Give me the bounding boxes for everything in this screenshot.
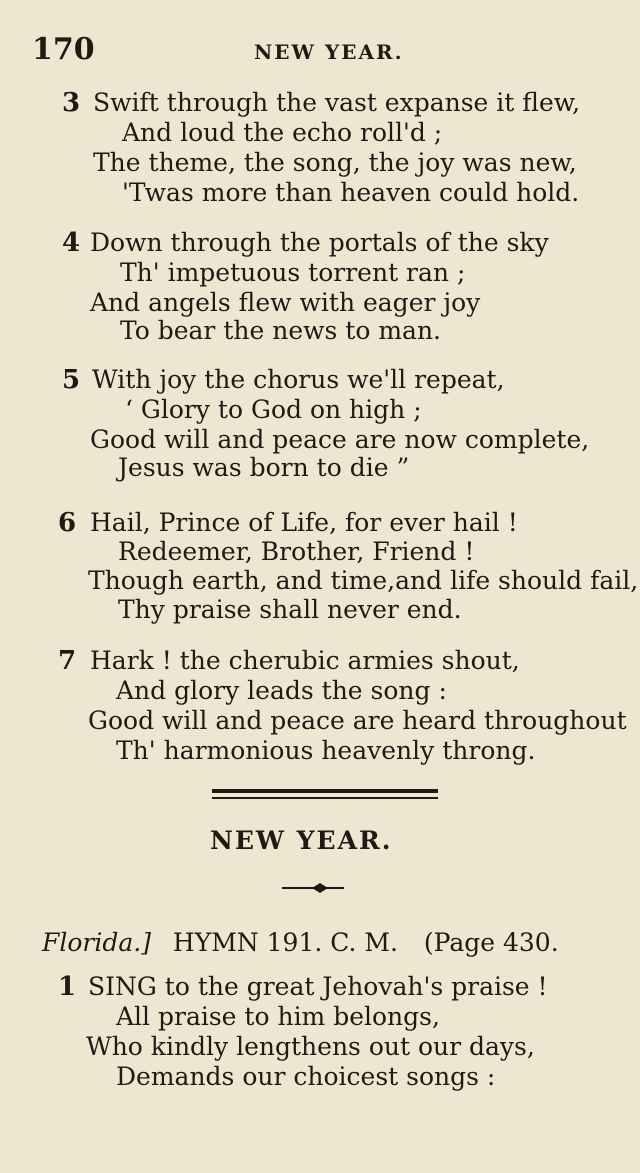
- stanza-number: 1: [58, 972, 77, 1002]
- page-header: [32, 32, 600, 72]
- stanza-line: Hail, Prince of Life, for ever hail !: [90, 508, 518, 537]
- stanza-line: And loud the echo roll'd ;: [122, 118, 443, 147]
- stanza-line: And angels flew with eager joy: [90, 288, 481, 317]
- page-number: 170: [32, 32, 95, 67]
- ornament-dash-icon: [282, 880, 352, 896]
- page-reference: (Page 430.: [423, 928, 559, 957]
- running-title: NEW YEAR.: [254, 40, 404, 64]
- hymn-heading: [42, 928, 559, 957]
- stanza-line: Demands our choicest songs :: [116, 1062, 496, 1091]
- stanza-line: Down through the portals of the sky: [90, 228, 549, 257]
- stanza-line: To bear the news to man.: [120, 316, 441, 345]
- tune-name: Florida.]: [42, 928, 151, 957]
- stanza-line: 'Twas more than heaven could hold.: [122, 178, 580, 207]
- stanza-line: All praise to him belongs,: [116, 1002, 440, 1031]
- stanza-line: SING to the great Jehovah's praise !: [88, 972, 548, 1001]
- stanza-line: The theme, the song, the joy was new,: [93, 148, 577, 177]
- stanza-number: 4: [62, 228, 81, 258]
- stanza-line: With joy the chorus we'll repeat,: [92, 365, 505, 394]
- stanza-line: Jesus was born to die ”: [118, 453, 410, 482]
- stanza-number: 3: [62, 88, 81, 118]
- stanza-line: Hark ! the cherubic armies shout,: [90, 646, 520, 675]
- stanza-line: Good will and peace are heard throughout: [88, 706, 627, 735]
- stanza-number: 5: [62, 365, 81, 395]
- section-title: NEW YEAR.: [210, 826, 393, 855]
- stanza-line: Thy praise shall never end.: [118, 595, 462, 624]
- stanza-number: 7: [58, 646, 77, 676]
- divider-rule-thin: [212, 797, 438, 799]
- stanza-line: Th' impetuous torrent ran ;: [120, 258, 466, 287]
- stanza-line: Good will and peace are now complete,: [90, 425, 590, 454]
- stanza-number: 6: [58, 508, 77, 538]
- stanza-line: Who kindly lengthens out our days,: [86, 1032, 535, 1061]
- stanza-line: Redeemer, Brother, Friend !: [118, 537, 475, 566]
- stanza-line: Though earth, and time,and life should fail,: [88, 566, 639, 595]
- stanza-line: And glory leads the song :: [116, 676, 447, 705]
- stanza-line: Swift through the vast expanse it flew,: [93, 88, 581, 117]
- stanza-line: Th' harmonious heavenly throng.: [116, 736, 536, 765]
- hymn-title: HYMN 191. C. M.: [172, 928, 398, 957]
- stanza-line: ‘ Glory to God on high ;: [125, 395, 422, 424]
- divider-rule: [212, 789, 438, 793]
